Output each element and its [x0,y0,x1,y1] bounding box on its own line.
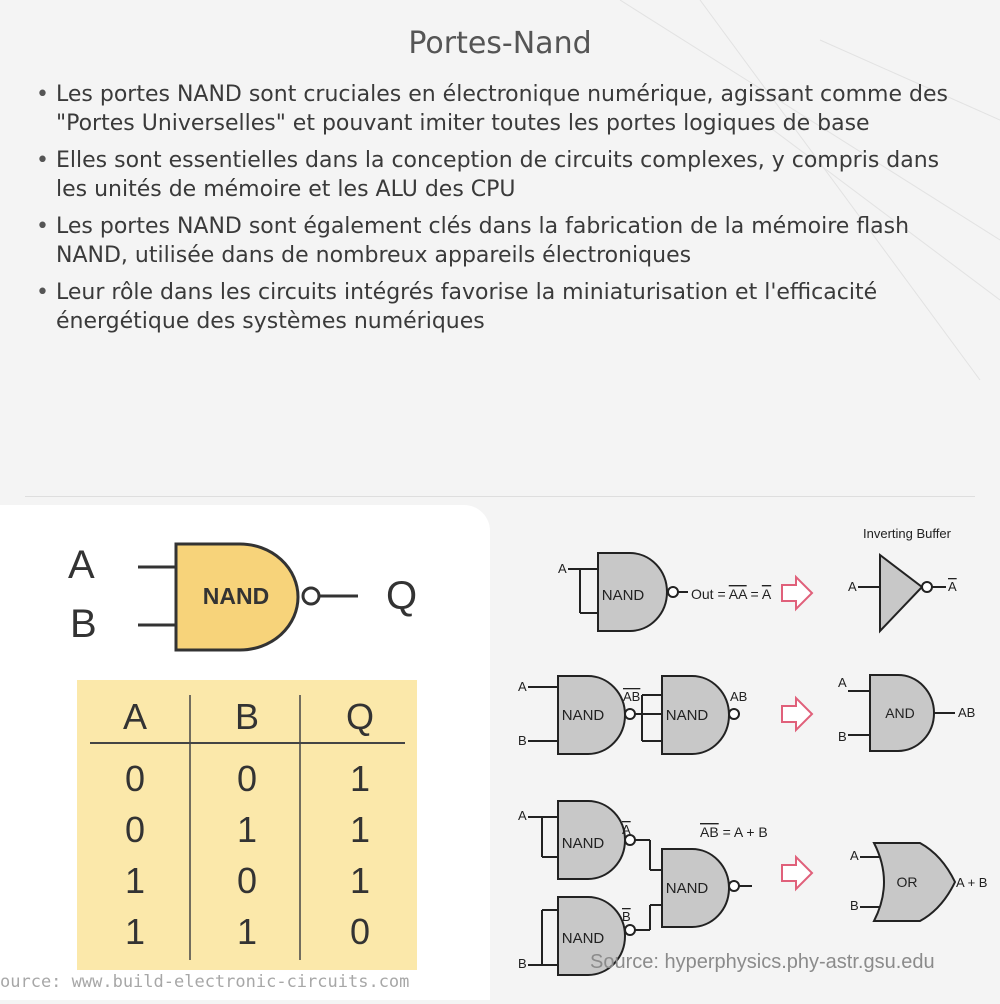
bullet-item: • Les portes NAND sont cruciales en électronique numérique, agissant comme des "Portes Universelles" et pouvant imiter toutes les portes logiques de base [36,80,966,138]
table-header: B [234,696,260,737]
table-cell: 0 [124,809,146,850]
row3-result-a: A [850,848,859,863]
row1-input-label: A [558,561,567,576]
row-or [518,801,987,975]
row2-mid-label: AB [623,689,641,704]
row2-arrow [782,698,812,730]
table-header: A [122,696,148,737]
bullet-list [36,80,966,344]
row-inverter [558,526,957,631]
row3-result-output: A + B [956,875,988,890]
row2-result-a: A [838,675,847,690]
inversion-bubble [303,588,319,604]
universality-diagram [500,505,1000,1000]
row2-result-gate-label: AND [885,705,915,721]
row3-expression: AB = A + B [700,824,768,840]
output-q-label: Q [386,574,418,618]
input-b-label: B [70,602,97,646]
table-cell: 0 [124,758,146,799]
right-source-credit: Source: hyperphysics.phy-astr.gsu.edu [590,951,935,973]
row3-result-gate-label: OR [896,874,918,890]
row3-gate-bottom-label: NAND [561,930,605,947]
bullet-item: • Leur rôle dans les circuits intégrés favorise la miniaturisation et l'efficacité énergétique des systèmes numériques [36,278,966,336]
row2-input-b: B [518,733,527,748]
table-cell: 1 [124,860,146,901]
bullet-item: • Les portes NAND sont également clés dans la fabrication de la mémoire flash NAND, utilisée dans de nombreux appareils électroniques [36,212,966,270]
nand-figure-card [0,505,490,1000]
row-and [518,675,975,754]
row3-input-b: B [518,956,527,971]
row2-out1-label: AB [730,689,748,704]
row1-arrow [782,577,812,609]
inverter-symbol [880,555,922,631]
nand-gate-label: NAND [202,583,270,609]
table-cell: 0 [236,758,258,799]
page-title: Portes-Nand [408,26,592,61]
row1-expression: Out = AA = A [691,586,772,602]
table-cell: 1 [349,860,371,901]
table-cell: 1 [124,911,146,952]
row2-gate1-label: NAND [561,707,605,724]
table-cell: 1 [349,758,371,799]
bullet-item: • Elles sont essentielles dans la conception de circuits complexes, y compris dans les unités de mémoire et les ALU des CPU [36,146,966,204]
table-header: Q [345,696,375,737]
inverting-buffer-title: Inverting Buffer [863,526,951,541]
row3-result-b: B [850,898,859,913]
table-cell: 1 [236,911,258,952]
row3-gate-top-label: NAND [561,835,605,852]
table-cell: 1 [236,809,258,850]
row1-gate-label: NAND [601,587,645,604]
row3-out-top: A [622,822,631,837]
nand-gate-diagram [0,505,490,1000]
row2-result-b: B [838,729,847,744]
row3-out-bottom: B [622,909,631,924]
row2-gate2-label: NAND [665,707,709,724]
row3-arrow [782,857,812,889]
row3-gate-final-label: NAND [665,880,709,897]
table-cell: 1 [349,809,371,850]
input-a-label: A [68,543,95,587]
table-cell: 0 [349,911,371,952]
row2-result-output: AB [958,705,976,720]
left-source-credit: ource: www.build-electronic-circuits.com [0,972,410,992]
row1-result-output: A [948,579,957,594]
table-cell: 0 [236,860,258,901]
section-divider [25,496,975,497]
row2-input-a: A [518,679,527,694]
nand-universality-figure [500,505,1000,1000]
row3-input-a: A [518,808,527,823]
row1-result-input: A [848,579,857,594]
